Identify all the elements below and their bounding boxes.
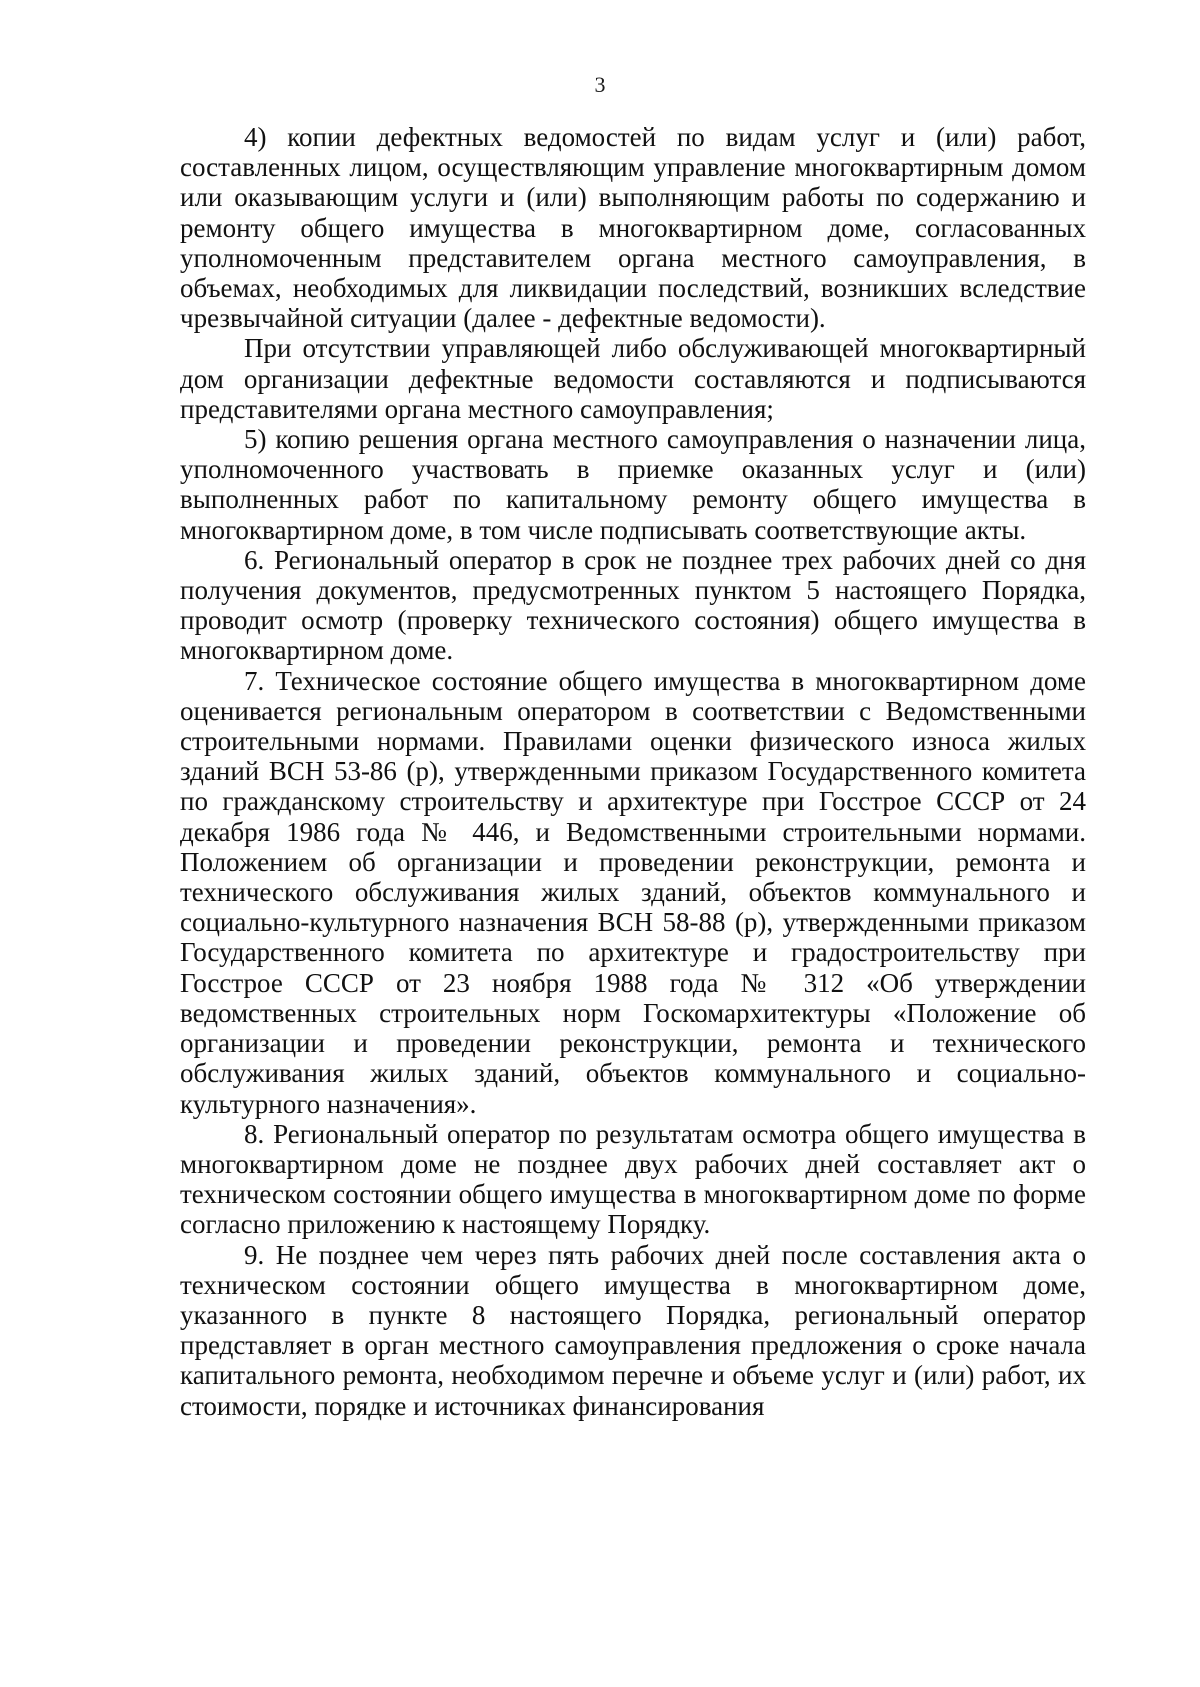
paragraph-clause-8-inspection-act: 8. Региональный оператор по результатам осмотра общего имущества в многоквартирном доме не позднее двух рабочих дней составляет акт о техническом состоянии общего имущества в многоквартирном доме по форме согласно приложению к настоящему Порядку. [180, 1118, 1086, 1240]
paragraph-clause-6-inspection: 6. Региональный оператор в срок не позднее трех рабочих дней со дня получения документов, предусмотренных пунктом 5 настоящего Порядка, проводит осмотр (проверку технического состояния) общего имущества в многоквартирном доме. [180, 544, 1086, 666]
paragraph-absence-of-managing-organization: При отсутствии управляющей либо обслуживающей многоквартирный дом организации дефектные ведомости составляются и подписываются представителями органа местного самоуправления; [180, 333, 1086, 424]
paragraph-clause-9-proposals: 9. Не позднее чем через пять рабочих дней после составления акта о техническом состоянии общего имущества в многоквартирном доме, указанного в пункте 8 настоящего Порядка, региональный оператор представляет в орган местного самоуправления предложения о сроке начала капитального ремонта, необходимом перечне и объеме услуг и (или) работ, их стоимости, порядке и источниках финансирования [180, 1239, 1086, 1421]
document-body [180, 122, 1086, 1421]
paragraph-item-5-decision-copy: 5) копию решения органа местного самоуправления о назначении лица, уполномоченного участвовать в приемке оказанных услуг и (или) выполненных работ по капитальному ремонту общего имущества в многоквартирном доме, в том числе подписывать соответствующие акты. [180, 424, 1086, 545]
paragraph-clause-7-technical-condition: 7. Техническое состояние общего имущества в многоквартирном доме оценивается региональным оператором в соответствии с Ведомственными строительными нормами. Правилами оценки физического износа жилых зданий ВСН 53-86 (р), утвержденными приказом Государственного комитета по гражданскому строительству и архитектуре при Госстрое СССР от 24 декабря 1986 года № 446, и Ведомственными строительными нормами. Положением об организации и проведении реконструкции, ремонта и технического обслуживания жилых зданий, объектов коммунального и социально-культурного назначения ВСН 58-88 (р), утвержденными приказом Государственного комитета по архитектуре и градостроительству при Госстрое СССР от 23 ноября 1988 года № 312 «Об утверждении ведомственных строительных норм Госкомархитектуры «Положение об организации и проведении реконструкции, ремонта и технического обслуживания жилых зданий, объектов коммунального и социально-культурного назначения». [180, 665, 1086, 1119]
page-number: 3 [594, 72, 606, 97]
paragraph-item-4-defect-statements: 4) копии дефектных ведомостей по видам услуг и (или) работ, составленных лицом, осуществляющим управление многоквартирным домом или оказывающим услуги и (или) выполняющим работы по содержанию и ремонту общего имущества в многоквартирном доме, согласованных уполномоченным представителем органа местного самоуправления, в объемах, необходимых для ликвидации последствий, возникших вследствие чрезвычайной ситуации (далее - дефектные ведомости). [180, 122, 1086, 334]
